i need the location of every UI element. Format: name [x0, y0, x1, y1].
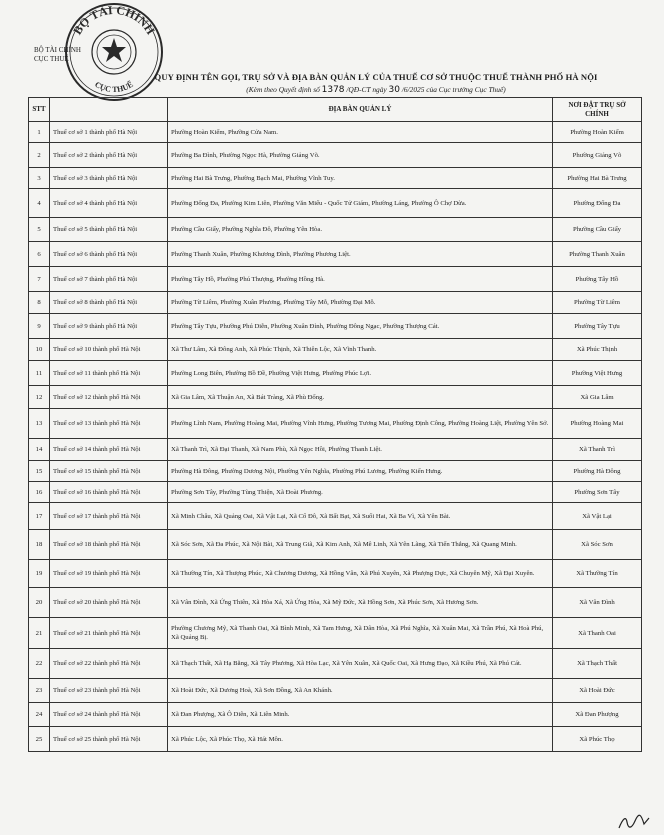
row-stt: 2: [29, 143, 50, 168]
row-headquarters: Phường Hà Đông: [553, 461, 642, 482]
table-row: [29, 503, 642, 530]
row-headquarters: Xã Sóc Sơn: [553, 530, 642, 560]
table-row: [29, 314, 642, 339]
svg-text:BỘ TÀI CHÍNH: BỘ TÀI CHÍNH: [70, 2, 158, 38]
row-stt: 9: [29, 314, 50, 339]
table-row: [29, 267, 642, 292]
row-managed-area: Phường Cầu Giấy, Phường Nghĩa Đô, Phường Yên Hòa.: [168, 218, 553, 242]
row-office-name: Thuế cơ sở 9 thành phố Hà Nội: [50, 314, 168, 339]
row-office-name: Thuế cơ sở 19 thành phố Hà Nội: [50, 560, 168, 588]
row-managed-area: Phường Thanh Xuân, Phường Khương Đình, Phường Phương Liệt.: [168, 242, 553, 267]
table-row: [29, 409, 642, 439]
row-headquarters: Xã Đan Phượng: [553, 703, 642, 727]
row-managed-area: Phường Tây Tựu, Phường Phú Diễn, Phường Xuân Đỉnh, Phường Đông Ngạc, Phường Thượng Cát.: [168, 314, 553, 339]
row-office-name: Thuế cơ sở 21 thành phố Hà Nội: [50, 618, 168, 649]
row-headquarters: Xã Thường Tín: [553, 560, 642, 588]
row-headquarters: Phường Tây Tựu: [553, 314, 642, 339]
row-office-name: Thuế cơ sở 25 thành phố Hà Nội: [50, 727, 168, 752]
table-row: [29, 679, 642, 703]
issuing-organization: [34, 46, 81, 64]
row-office-name: Thuế cơ sở 1 thành phố Hà Nội: [50, 122, 168, 143]
row-headquarters: Xã Gia Lâm: [553, 386, 642, 409]
table-row: [29, 242, 642, 267]
row-managed-area: Phường Lĩnh Nam, Phường Hoàng Mai, Phường Vĩnh Hưng, Phường Tương Mai, Phường Định Công, Phường Hoàng Liệt, Phường Yên Sở.: [168, 409, 553, 439]
row-managed-area: Phường Đống Đa, Phường Kim Liên, Phường Văn Miếu - Quốc Tử Giám, Phường Láng, Phường Ô Chợ Dừa.: [168, 189, 553, 218]
row-office-name: Thuế cơ sở 13 thành phố Hà Nội: [50, 409, 168, 439]
row-managed-area: Xã Phúc Lộc, Xã Phúc Thọ, Xã Hát Môn.: [168, 727, 553, 752]
row-office-name: Thuế cơ sở 5 thành phố Hà Nội: [50, 218, 168, 242]
header-stt: STT: [29, 98, 50, 122]
table-row: [29, 482, 642, 503]
table-row: [29, 218, 642, 242]
row-office-name: Thuế cơ sở 15 thành phố Hà Nội: [50, 461, 168, 482]
row-headquarters: Xã Hoài Đức: [553, 679, 642, 703]
row-stt: 10: [29, 339, 50, 361]
row-headquarters: Xã Thạch Thất: [553, 649, 642, 679]
org-line-department: CỤC THUẾ: [34, 55, 69, 63]
document-subtitle: [108, 85, 644, 95]
row-managed-area: Phường Sơn Tây, Phường Tùng Thiện, Xã Đoài Phương.: [168, 482, 553, 503]
row-office-name: Thuế cơ sở 8 thành phố Hà Nội: [50, 292, 168, 314]
row-managed-area: Xã Đan Phượng, Xã Ô Diên, Xã Liên Minh.: [168, 703, 553, 727]
row-headquarters: Phường Thanh Xuân: [553, 242, 642, 267]
row-managed-area: Xã Hoài Đức, Xã Dương Hoà, Xã Sơn Đồng, Xã An Khánh.: [168, 679, 553, 703]
row-office-name: Thuế cơ sở 2 thành phố Hà Nội: [50, 143, 168, 168]
row-office-name: Thuế cơ sở 6 thành phố Hà Nội: [50, 242, 168, 267]
document-title: QUY ĐỊNH TÊN GỌI, TRỤ SỞ VÀ ĐỊA BÀN QUẢN LÝ CỦA THUẾ CƠ SỞ THUỘC THUẾ THÀNH PHỐ HÀ NỘI: [154, 72, 598, 82]
row-stt: 23: [29, 679, 50, 703]
row-managed-area: Xã Thường Tín, Xã Thượng Phúc, Xã Chương Dương, Xã Hồng Vân, Xã Phú Xuyên, Xã Phượng Dực, Xã Chuyên Mỹ, Xã Đại Xuyên.: [168, 560, 553, 588]
row-managed-area: Phường Chương Mỹ, Xã Thanh Oai, Xã Bình Minh, Xã Tam Hưng, Xã Dân Hòa, Xã Phú Nghĩa, Xã Xuân Mai, Xã Trần Phú, Xã Hoà Phú, Xã Quảng Bị.: [168, 618, 553, 649]
decision-number: 1378: [321, 85, 345, 95]
row-headquarters: Phường Tây Hồ: [553, 267, 642, 292]
row-stt: 19: [29, 560, 50, 588]
row-stt: 21: [29, 618, 50, 649]
table-row: [29, 588, 642, 618]
table-row: [29, 649, 642, 679]
row-headquarters: Phường Từ Liêm: [553, 292, 642, 314]
row-managed-area: Xã Minh Châu, Xã Quảng Oai, Xã Vật Lại, Xã Cổ Đô, Xã Bất Bạt, Xã Suối Hai, Xã Ba Vì, Xã Yên Bài.: [168, 503, 553, 530]
row-office-name: Thuế cơ sở 18 thành phố Hà Nội: [50, 530, 168, 560]
row-office-name: Thuế cơ sở 3 thành phố Hà Nội: [50, 168, 168, 189]
row-office-name: Thuế cơ sở 14 thành phố Hà Nội: [50, 439, 168, 461]
row-headquarters: Xã Vân Đình: [553, 588, 642, 618]
subtitle-prefix: (Kèm theo Quyết định số: [246, 85, 322, 94]
row-stt: 5: [29, 218, 50, 242]
row-managed-area: Xã Sóc Sơn, Xã Đa Phúc, Xã Nội Bài, Xã Trung Giã, Xã Kim Anh, Xã Mê Linh, Xã Yên Lãng, Xã Tiến Thắng, Xã Quang Minh.: [168, 530, 553, 560]
row-headquarters: Xã Phúc Thọ: [553, 727, 642, 752]
svg-text:CỤC THUẾ: CỤC THUẾ: [93, 79, 135, 95]
row-managed-area: Phường Hà Đông, Phường Dương Nội, Phường Yên Nghĩa, Phường Phú Lương, Phường Kiến Hưng.: [168, 461, 553, 482]
row-stt: 3: [29, 168, 50, 189]
row-stt: 7: [29, 267, 50, 292]
row-headquarters: Xã Thanh Oai: [553, 618, 642, 649]
row-office-name: Thuế cơ sở 17 thành phố Hà Nội: [50, 503, 168, 530]
row-stt: 13: [29, 409, 50, 439]
row-managed-area: Phường Hai Bà Trưng, Phường Bạch Mai, Phường Vĩnh Tuy.: [168, 168, 553, 189]
row-managed-area: Xã Gia Lâm, Xã Thuận An, Xã Bát Tràng, Xã Phù Đổng.: [168, 386, 553, 409]
table-row: [29, 361, 642, 386]
table-row: [29, 292, 642, 314]
row-headquarters: Phường Hoàn Kiếm: [553, 122, 642, 143]
row-managed-area: Phường Tây Hồ, Phường Phú Thượng, Phường Hồng Hà.: [168, 267, 553, 292]
header-name: [50, 98, 168, 122]
row-stt: 6: [29, 242, 50, 267]
row-headquarters: Phường Đống Đa: [553, 189, 642, 218]
table-row: [29, 339, 642, 361]
table-row: [29, 189, 642, 218]
row-managed-area: Xã Thư Lâm, Xã Đông Anh, Xã Phúc Thịnh, Xã Thiên Lộc, Xã Vĩnh Thanh.: [168, 339, 553, 361]
table-row: [29, 386, 642, 409]
row-managed-area: Phường Ba Đình, Phường Ngọc Hà, Phường Giảng Võ.: [168, 143, 553, 168]
row-stt: 14: [29, 439, 50, 461]
tax-office-table: [28, 97, 642, 752]
row-stt: 8: [29, 292, 50, 314]
row-office-name: Thuế cơ sở 24 thành phố Hà Nội: [50, 703, 168, 727]
row-headquarters: Xã Phúc Thịnh: [553, 339, 642, 361]
row-office-name: Thuế cơ sở 20 thành phố Hà Nội: [50, 588, 168, 618]
row-managed-area: Phường Hoàn Kiếm, Phường Cửa Nam.: [168, 122, 553, 143]
table-row: [29, 461, 642, 482]
row-managed-area: Xã Thanh Trì, Xã Đại Thanh, Xã Nam Phù, Xã Ngọc Hồi, Phường Thanh Liệt.: [168, 439, 553, 461]
row-stt: 1: [29, 122, 50, 143]
row-stt: 12: [29, 386, 50, 409]
row-managed-area: Xã Thạch Thất, Xã Hạ Bằng, Xã Tây Phương, Xã Hòa Lạc, Xã Yên Xuân, Xã Quốc Oai, Xã Hưng Đạo, Xã Kiều Phú, Xã Phú Cát.: [168, 649, 553, 679]
signature-mark: [617, 812, 651, 832]
table-row: [29, 703, 642, 727]
table-row: [29, 727, 642, 752]
org-line-ministry: BỘ TÀI CHÍNH: [34, 46, 81, 54]
header-hq: NƠI ĐẶT TRỤ SỞ CHÍNH: [553, 98, 642, 122]
row-office-name: Thuế cơ sở 11 thành phố Hà Nội: [50, 361, 168, 386]
row-managed-area: Xã Vân Đình, Xã Ứng Thiên, Xã Hòa Xá, Xã Ứng Hòa, Xã Mỹ Đức, Xã Hồng Sơn, Xã Phúc Sơn, Xã Hương Sơn.: [168, 588, 553, 618]
header-area: ĐỊA BÀN QUẢN LÝ: [168, 98, 553, 122]
subtitle-suffix: /6/2025 của Cục trưởng Cục Thuế): [400, 85, 506, 94]
row-headquarters: Phường Sơn Tây: [553, 482, 642, 503]
row-stt: 11: [29, 361, 50, 386]
row-headquarters: Phường Hoàng Mai: [553, 409, 642, 439]
table-row: [29, 560, 642, 588]
row-headquarters: Phường Hai Bà Trưng: [553, 168, 642, 189]
row-headquarters: Phường Cầu Giấy: [553, 218, 642, 242]
row-headquarters: Xã Thanh Trì: [553, 439, 642, 461]
row-stt: 4: [29, 189, 50, 218]
row-stt: 24: [29, 703, 50, 727]
row-office-name: Thuế cơ sở 4 thành phố Hà Nội: [50, 189, 168, 218]
row-office-name: Thuế cơ sở 7 thành phố Hà Nội: [50, 267, 168, 292]
table-row: [29, 143, 642, 168]
row-office-name: Thuế cơ sở 23 thành phố Hà Nội: [50, 679, 168, 703]
subtitle-mid: /QĐ-CT ngày: [344, 85, 389, 94]
table-row: [29, 618, 642, 649]
row-headquarters: Phường Việt Hưng: [553, 361, 642, 386]
row-stt: 25: [29, 727, 50, 752]
row-stt: 18: [29, 530, 50, 560]
row-office-name: Thuế cơ sở 16 thành phố Hà Nội: [50, 482, 168, 503]
row-headquarters: Phường Giảng Võ: [553, 143, 642, 168]
row-stt: 17: [29, 503, 50, 530]
table-row: [29, 122, 642, 143]
table-row: [29, 439, 642, 461]
decision-day: 30: [388, 85, 400, 95]
row-headquarters: Xã Vật Lại: [553, 503, 642, 530]
row-stt: 20: [29, 588, 50, 618]
row-office-name: Thuế cơ sở 10 thành phố Hà Nội: [50, 339, 168, 361]
row-managed-area: Phường Long Biên, Phường Bồ Đề, Phường Việt Hưng, Phường Phúc Lợi.: [168, 361, 553, 386]
row-stt: 22: [29, 649, 50, 679]
table-header-row: [29, 98, 642, 122]
row-office-name: Thuế cơ sở 22 thành phố Hà Nội: [50, 649, 168, 679]
table-row: [29, 530, 642, 560]
row-stt: 16: [29, 482, 50, 503]
table-row: [29, 168, 642, 189]
row-managed-area: Phường Từ Liêm, Phường Xuân Phương, Phường Tây Mỗ, Phường Đại Mỗ.: [168, 292, 553, 314]
row-stt: 15: [29, 461, 50, 482]
row-office-name: Thuế cơ sở 12 thành phố Hà Nội: [50, 386, 168, 409]
